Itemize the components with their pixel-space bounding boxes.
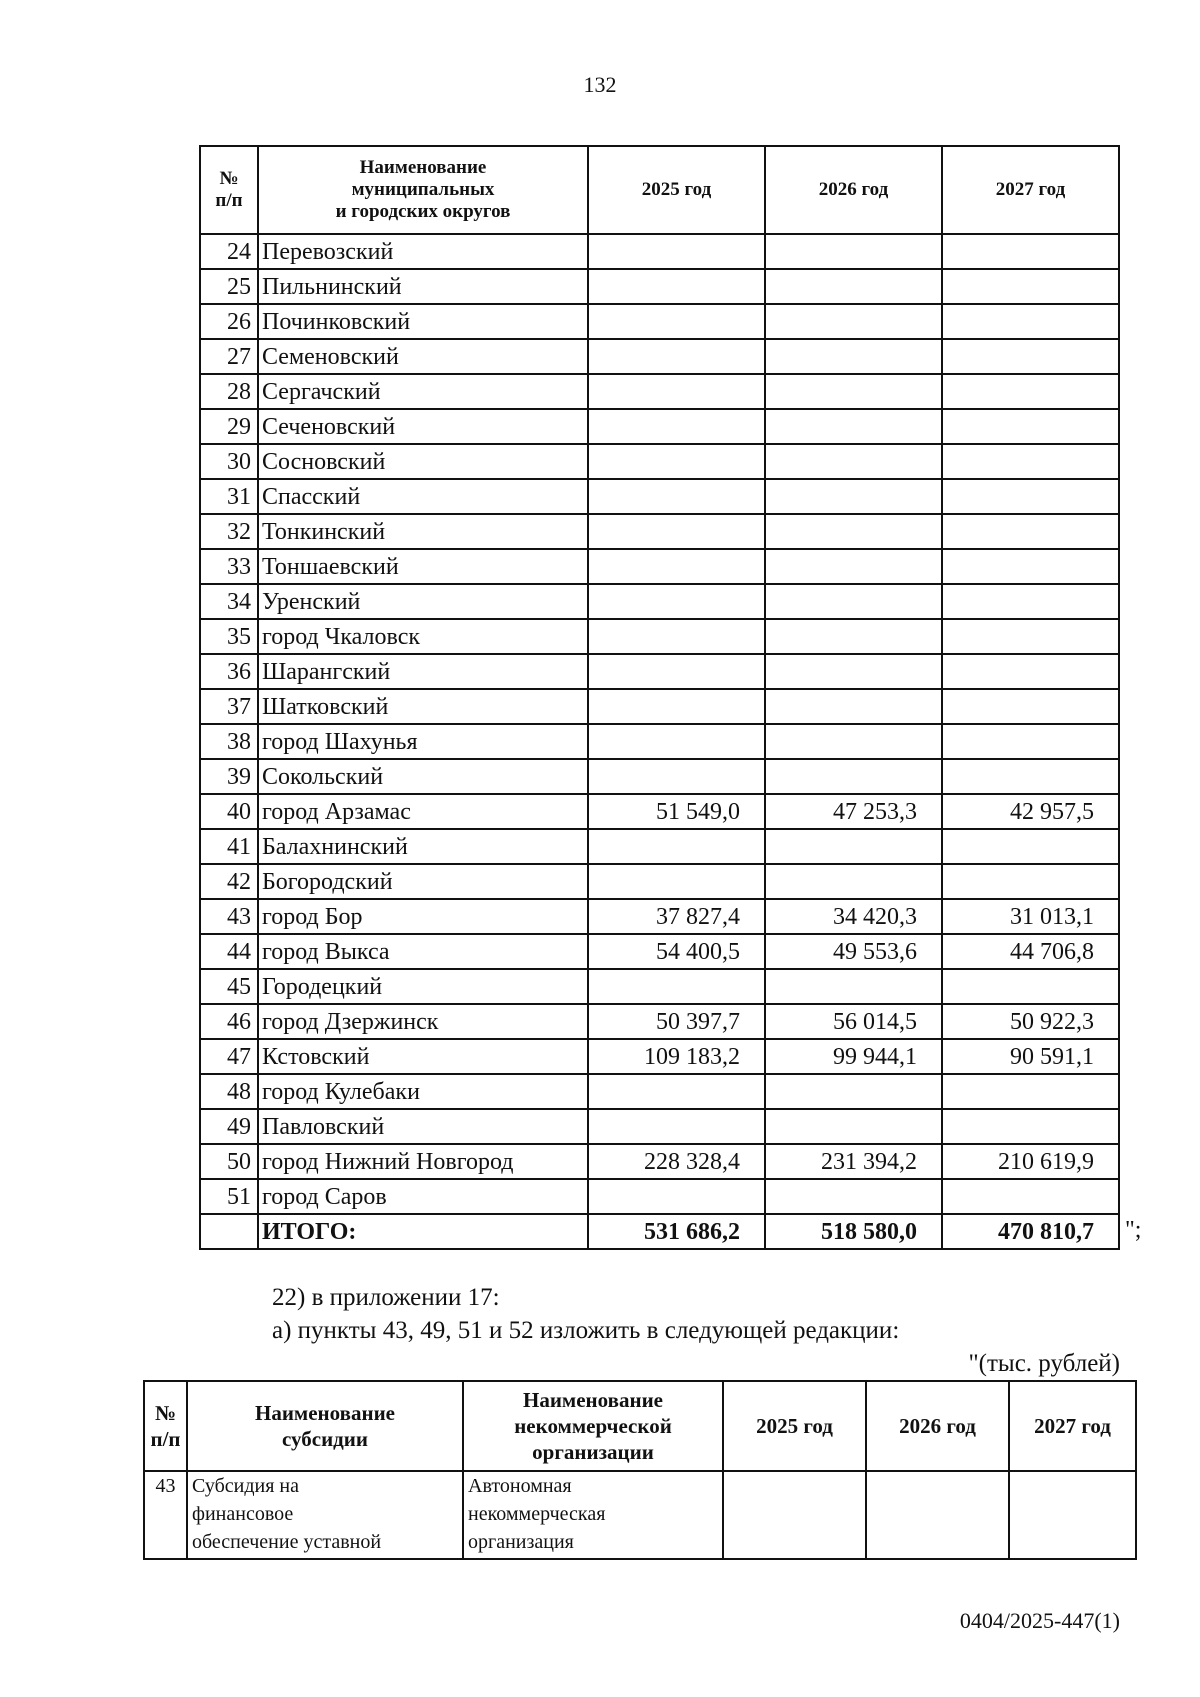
value-2026 [765,969,942,1004]
value-2027 [942,374,1119,409]
table-row [200,514,1119,549]
row-num: 46 [200,1004,258,1039]
municipality-name: Богородский [258,864,588,899]
table-row [200,829,1119,864]
municipality-name: город Бор [258,899,588,934]
unit-note: "(тыс. рублей) [968,1350,1120,1377]
table-row [200,794,1119,829]
value-2025 [588,514,765,549]
value-2027 [942,409,1119,444]
value-2027: 31 013,1 [942,899,1119,934]
value-2027 [942,234,1119,269]
value-2026 [765,759,942,794]
row-num: 37 [200,689,258,724]
value-2026 [765,269,942,304]
row-num: 48 [200,1074,258,1109]
total-2027: 470 810,7 [942,1214,1119,1249]
row-num: 30 [200,444,258,479]
value-2027 [942,969,1119,1004]
table-row [200,1109,1119,1144]
value-2026 [765,1109,942,1144]
value-2027 [942,689,1119,724]
paragraph-items: а) пункты 43, 49, 51 и 52 изложить в следующей редакции: [272,1317,900,1344]
header-2025: 2025 год [723,1381,866,1471]
closing-mark: "; [1125,1217,1142,1243]
value-2025 [588,549,765,584]
header-2026: 2026 год [765,146,942,234]
header-subsidy: Наименование субсидии [187,1381,463,1471]
table-row [200,1144,1119,1179]
value-2027 [942,1109,1119,1144]
row-num: 51 [200,1179,258,1214]
value-2027 [942,584,1119,619]
table-row [200,374,1119,409]
municipality-name: Шарангский [258,654,588,689]
value-2025 [588,584,765,619]
value-2026: 49 553,6 [765,934,942,969]
table-row [200,934,1119,969]
row-num: 49 [200,1109,258,1144]
value-2027 [942,549,1119,584]
value-2027 [942,1074,1119,1109]
table-header-row [144,1381,1136,1471]
value-2025 [588,269,765,304]
value-2026 [866,1471,1009,1559]
value-2027 [942,724,1119,759]
row-num: 39 [200,759,258,794]
document-code: 0404/2025-447(1) [959,1608,1120,1633]
table-row [200,234,1119,269]
municipality-name: Сергачский [258,374,588,409]
value-2027 [942,269,1119,304]
value-2025 [588,1179,765,1214]
municipality-name: Тоншаевский [258,549,588,584]
municipality-name: Городецкий [258,969,588,1004]
table-row [200,654,1119,689]
value-2026 [765,584,942,619]
value-2026 [765,1074,942,1109]
table-row [200,409,1119,444]
value-2026 [765,549,942,584]
value-2027: 44 706,8 [942,934,1119,969]
row-num: 42 [200,864,258,899]
municipality-name: Сокольский [258,759,588,794]
budget-table [199,145,1120,1250]
value-2025: 51 549,0 [588,794,765,829]
value-2026 [765,829,942,864]
value-2027: 210 619,9 [942,1144,1119,1179]
value-2025: 109 183,2 [588,1039,765,1074]
value-2026: 99 944,1 [765,1039,942,1074]
value-2027 [942,339,1119,374]
value-2027 [942,1179,1119,1214]
municipality-name: Пильнинский [258,269,588,304]
municipality-name: город Арзамас [258,794,588,829]
header-organization: Наименование некоммерческой организации [463,1381,723,1471]
table-row [200,549,1119,584]
value-2026 [765,619,942,654]
value-2025 [588,409,765,444]
table-row [200,899,1119,934]
page-number: 132 [583,72,617,97]
municipality-name: город Кулебаки [258,1074,588,1109]
row-num: 26 [200,304,258,339]
value-2025 [588,689,765,724]
row-num: 27 [200,339,258,374]
header-num: № п/п [200,146,258,234]
value-2025: 50 397,7 [588,1004,765,1039]
value-2026 [765,409,942,444]
municipality-name: Спасский [258,479,588,514]
table-row [200,864,1119,899]
value-2027: 90 591,1 [942,1039,1119,1074]
value-2025 [588,374,765,409]
table-row [200,969,1119,1004]
municipality-name: Павловский [258,1109,588,1144]
total-2026: 518 580,0 [765,1214,942,1249]
row-num: 40 [200,794,258,829]
value-2025 [588,444,765,479]
header-2026: 2026 год [866,1381,1009,1471]
table-row [200,1039,1119,1074]
municipality-name: Уренский [258,584,588,619]
value-2026 [765,864,942,899]
row-num: 25 [200,269,258,304]
value-2027 [942,304,1119,339]
table-row [200,1004,1119,1039]
table-row [200,479,1119,514]
municipality-name: город Чкаловск [258,619,588,654]
value-2026 [765,304,942,339]
value-2025 [588,969,765,1004]
value-2027 [1009,1471,1136,1559]
table-row [200,584,1119,619]
value-2025 [588,829,765,864]
value-2025: 54 400,5 [588,934,765,969]
municipality-name: Сеченовский [258,409,588,444]
value-2025 [588,1109,765,1144]
value-2027 [942,444,1119,479]
municipality-name: город Саров [258,1179,588,1214]
value-2026 [765,689,942,724]
municipality-name: Тонкинский [258,514,588,549]
value-2026 [765,479,942,514]
row-num: 33 [200,549,258,584]
row-num: 36 [200,654,258,689]
header-2027: 2027 год [942,146,1119,234]
value-2026 [765,339,942,374]
value-2026 [765,654,942,689]
table-row [200,1179,1119,1214]
row-num: 45 [200,969,258,1004]
value-2027 [942,479,1119,514]
organization-name: Автономная некоммерческая организация [463,1471,723,1559]
value-2026 [765,374,942,409]
row-num: 50 [200,1144,258,1179]
value-2027 [942,514,1119,549]
subsidy-name: Субсидия на финансовое обеспечение уставной [187,1471,463,1559]
table-row [200,339,1119,374]
row-num: 34 [200,584,258,619]
table-row [200,724,1119,759]
value-2025 [588,864,765,899]
row-num: 31 [200,479,258,514]
municipality-name: Балахнинский [258,829,588,864]
row-num: 47 [200,1039,258,1074]
value-2027: 50 922,3 [942,1004,1119,1039]
table-row [200,269,1119,304]
table-row [200,444,1119,479]
total-num-cell [200,1214,258,1249]
value-2026: 34 420,3 [765,899,942,934]
table-row [200,1074,1119,1109]
table-row [200,689,1119,724]
row-num: 29 [200,409,258,444]
value-2026: 231 394,2 [765,1144,942,1179]
value-2026 [765,444,942,479]
value-2027 [942,759,1119,794]
value-2026 [765,724,942,759]
value-2025 [588,234,765,269]
value-2025 [588,654,765,689]
row-num: 24 [200,234,258,269]
table-row [200,304,1119,339]
municipality-name: город Выкса [258,934,588,969]
value-2025 [588,479,765,514]
total-label: ИТОГО: [258,1214,588,1249]
table-header-row [200,146,1119,234]
table-row [200,619,1119,654]
row-num: 38 [200,724,258,759]
row-num: 43 [200,899,258,934]
header-municipality: Наименование муниципальных и городских округов [258,146,588,234]
value-2025: 37 827,4 [588,899,765,934]
value-2025 [588,619,765,654]
value-2027: 42 957,5 [942,794,1119,829]
row-num: 41 [200,829,258,864]
value-2025 [588,304,765,339]
value-2026 [765,234,942,269]
value-2025 [588,339,765,374]
header-2027: 2027 год [1009,1381,1136,1471]
value-2026: 47 253,3 [765,794,942,829]
value-2026: 56 014,5 [765,1004,942,1039]
value-2025: 228 328,4 [588,1144,765,1179]
header-num: № п/п [144,1381,187,1471]
paragraph-appendix: 22) в приложении 17: [272,1284,500,1311]
municipality-name: Шатковский [258,689,588,724]
subsidy-table [143,1380,1137,1560]
row-num: 35 [200,619,258,654]
municipality-name: Семеновский [258,339,588,374]
value-2027 [942,654,1119,689]
row-num: 28 [200,374,258,409]
municipality-name: город Шахунья [258,724,588,759]
row-num: 43 [144,1471,187,1559]
total-row [200,1214,1119,1249]
value-2026 [765,514,942,549]
value-2027 [942,864,1119,899]
header-2025: 2025 год [588,146,765,234]
municipality-name: город Дзержинск [258,1004,588,1039]
municipality-name: Сосновский [258,444,588,479]
municipality-name: Починковский [258,304,588,339]
table-row [200,759,1119,794]
row-num: 32 [200,514,258,549]
value-2026 [765,1179,942,1214]
value-2025 [588,1074,765,1109]
value-2025 [588,724,765,759]
municipality-name: Перевозский [258,234,588,269]
row-num: 44 [200,934,258,969]
municipality-name: город Нижний Новгород [258,1144,588,1179]
value-2025 [588,759,765,794]
table-row [144,1471,1136,1559]
value-2027 [942,829,1119,864]
municipality-name: Кстовский [258,1039,588,1074]
value-2027 [942,619,1119,654]
total-2025: 531 686,2 [588,1214,765,1249]
value-2025 [723,1471,866,1559]
